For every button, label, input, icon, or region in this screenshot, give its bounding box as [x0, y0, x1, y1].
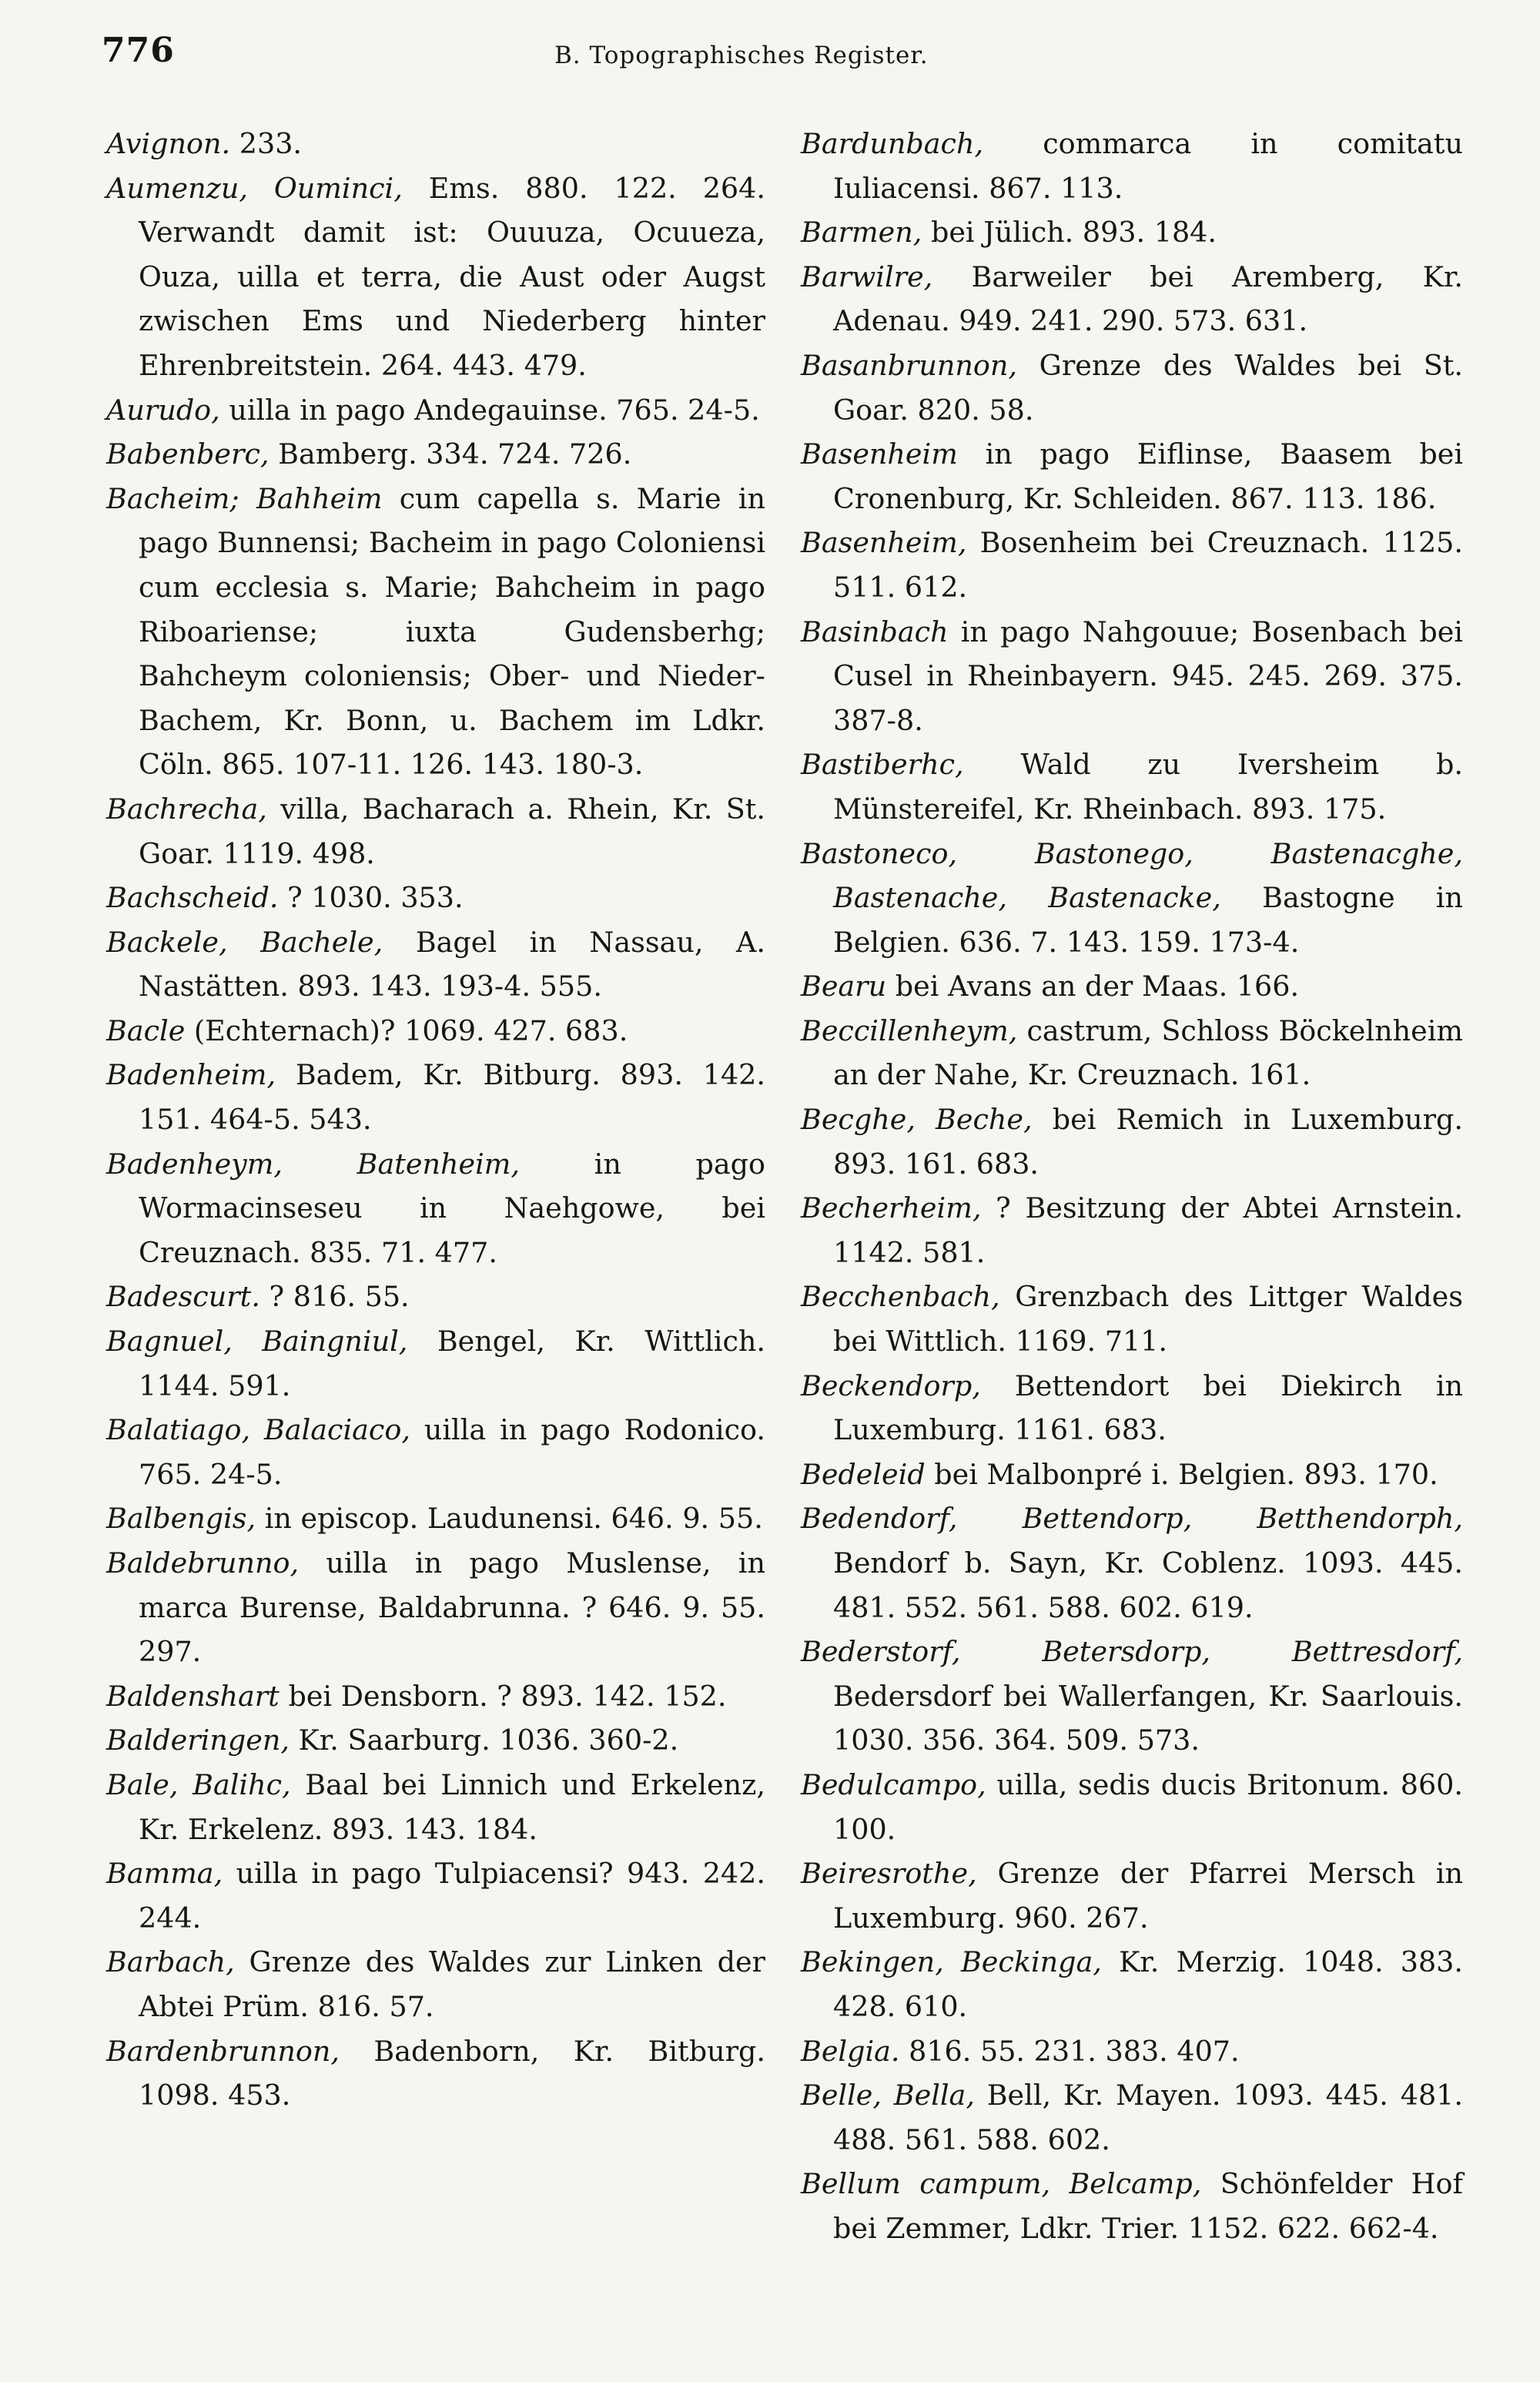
index-entry — [106, 1275, 765, 1319]
entry-text: (Echternach)? 1069. 427. 683. — [185, 1013, 628, 1047]
entry-text: cum capella s. Marie in pago Bunnensi; Bacheim in pago Coloniensi cum ecclesia s. Marie; Bahcheim in pago Riboariense; iuxta Gudensberhg; Bahcheym coloniensis; Ober- und Nieder-Bachem, Kr. Bonn, u. Bachem im Ldkr. Cöln. 865. 107-11. 126. 143. 180-3. — [139, 481, 765, 782]
index-entry — [801, 1364, 1463, 1452]
entry-text: uilla in pago Andegauinse. 765. 24-5. — [219, 393, 760, 427]
index-entry — [106, 1674, 765, 1719]
entry-headword: Bardunbach, — [801, 127, 984, 160]
entry-text: bei Avans an der Maas. 166. — [886, 970, 1300, 1003]
entry-headword: Baldenshart — [106, 1679, 280, 1713]
index-entry — [106, 166, 765, 388]
entry-text: Grenze des Waldes bei St. Goar. 820. 58. — [833, 348, 1463, 427]
index-entry — [106, 1053, 765, 1141]
entry-text: Bendorf b. Sayn, Kr. Coblenz. 1093. 445. 481. 552. 561. 588. 602. 619. — [833, 1546, 1463, 1624]
index-entry — [801, 832, 1463, 965]
index-entry — [801, 1452, 1463, 1497]
index-entry — [106, 1851, 765, 1940]
entry-text: Bedersdorf bei Wallerfangen, Kr. Saarlouis. 1030. 356. 364. 509. 573. — [833, 1679, 1463, 1757]
entry-headword: Bacle — [106, 1013, 186, 1047]
entry-text: uilla, sedis ducis Britonum. 860. 100. — [833, 1767, 1463, 1846]
entry-text: Ems. 880. 122. 264. Verwandt damit ist: Ouuuza, Ocuueza, Ouza, uilla et terra, die Aust oder Augst zwischen Ems und Niederberg hinter Ehrenbreitstein. 264. 443. 479. — [139, 171, 765, 382]
index-entry — [106, 1319, 765, 1408]
entry-headword: Bardenbrunnon, — [106, 2034, 340, 2068]
entry-text: Baal bei Linnich und Erkelenz, Kr. Erkelenz. 893. 143. 184. — [139, 1767, 766, 1846]
entry-text: uilla in pago Muslense, in marca Burense, Baldabrunna. ? 646. 9. 55. 297. — [139, 1546, 765, 1669]
entry-headword: Becherheim, — [801, 1191, 982, 1225]
index-entry — [106, 432, 765, 477]
index-entry — [106, 2029, 765, 2118]
entry-headword: Bale, Balihc, — [106, 1767, 291, 1801]
index-entry — [106, 876, 765, 920]
entry-text: villa, Bacharach a. Rhein, Kr. St. Goar. 1119. 498. — [139, 792, 765, 870]
index-entry — [106, 1009, 765, 1054]
index-entry — [106, 1408, 765, 1496]
entry-headword: Bastiberhc, — [801, 748, 964, 782]
entry-text: Grenze des Waldes zur Linken der Abtei Prüm. 816. 57. — [139, 1945, 765, 2023]
index-entry — [106, 787, 765, 876]
entry-headword: Bederstorf, Betersdorp, Bettresdorf, — [801, 1635, 1463, 1669]
entry-headword: Bedendorf, Bettendorp, Betthendorph, — [801, 1502, 1463, 1536]
entry-headword: Aurudo, — [106, 393, 220, 427]
entry-text: Kr. Merzig. 1048. 383. 428. 610. — [833, 1945, 1464, 2023]
index-entry — [106, 388, 765, 433]
entry-headword: Barwilre, — [801, 260, 933, 293]
index-entry — [106, 1940, 765, 2029]
index-entry — [801, 1763, 1463, 1851]
entry-text: Bengel, Kr. Wittlich. 1144. 591. — [139, 1325, 765, 1402]
index-entry — [801, 1630, 1463, 1763]
entry-headword: Badenheim, — [106, 1058, 276, 1092]
entry-headword: Baldebrunno, — [106, 1546, 300, 1580]
index-entry — [801, 343, 1463, 432]
entry-text: bei Malbonpré i. Belgien. 893. 170. — [925, 1457, 1438, 1491]
index-entry — [801, 1496, 1463, 1630]
index-entry — [801, 1009, 1463, 1097]
entry-headword: Badescurt. — [106, 1280, 260, 1314]
index-entry — [106, 1541, 765, 1674]
entry-text: castrum, Schloss Böckelnheim an der Nahe, Kr. Creuznach. 161. — [833, 1013, 1463, 1092]
index-entry — [801, 432, 1463, 521]
index-entry — [106, 1142, 765, 1275]
entry-headword: Babenberc, — [106, 437, 270, 471]
entry-headword: Barmen, — [801, 216, 922, 250]
entry-text: ? Besitzung der Abtei Arnstein. 1142. 581. — [833, 1191, 1463, 1269]
entry-text: 816. 55. 231. 383. 407. — [899, 2034, 1240, 2068]
entry-text: Wald zu Iversheim b. Münstereifel, Kr. Rheinbach. 893. 175. — [833, 748, 1463, 826]
index-entry — [801, 1097, 1463, 1186]
entry-text: in pago Nahgouue; Bosenbach bei Cusel in Rheinbayern. 945. 245. 269. 375. 387-8. — [833, 615, 1463, 737]
index-entry — [801, 2029, 1463, 2074]
index-entry — [106, 122, 765, 166]
entry-headword: Bastoneco, Bastonego, Bastenacghe, Bastenache, Bastenacke, — [801, 836, 1463, 915]
entry-headword: Bamma, — [106, 1857, 223, 1891]
entry-headword: Basanbrunnon, — [801, 348, 1018, 382]
index-entry — [801, 2162, 1463, 2250]
entry-text: in pago Wormacinseseu in Naehgowe, bei Creuznach. 835. 71. 477. — [139, 1147, 765, 1269]
left-column — [106, 122, 765, 2118]
index-entry — [801, 1940, 1463, 2029]
entry-text: uilla in pago Tulpiacensi? 943. 242. 244. — [139, 1857, 765, 1935]
index-entry — [801, 1275, 1463, 1363]
entry-headword: Basenheim, — [801, 526, 967, 560]
entry-text: Bell, Kr. Mayen. 1093. 445. 481. 488. 561. 588. 602. — [833, 2079, 1463, 2156]
page-number: 776 — [102, 31, 175, 70]
index-entry — [106, 477, 765, 787]
entry-text: Bamberg. 334. 724. 726. — [269, 437, 632, 471]
index-entry — [106, 1718, 765, 1763]
entry-headword: Avignon. — [106, 127, 231, 160]
entry-headword: Becchenbach, — [801, 1280, 1000, 1314]
entry-text: Bagel in Nassau, A. Nastätten. 893. 143. 193-4. 555. — [139, 925, 766, 1003]
entry-text: in episcop. Laudunensi. 646. 9. 55. — [256, 1502, 763, 1536]
entry-text: commarca in comitatu Iuliacensi. 867. 113. — [833, 127, 1463, 205]
entry-text: uilla in pago Rodonico. 765. 24-5. — [139, 1413, 765, 1491]
index-entry — [801, 964, 1463, 1009]
entry-headword: Bekingen, Beckinga, — [801, 1945, 1102, 1979]
entry-headword: Bachscheid. — [106, 881, 279, 915]
entry-headword: Becghe, Beche, — [801, 1103, 1033, 1137]
index-entry — [106, 1496, 765, 1541]
entry-headword: Bacheim; Bahheim — [106, 481, 383, 515]
entry-headword: Bedulcampo, — [801, 1767, 986, 1801]
index-entry — [801, 255, 1463, 343]
running-head: B. Topographisches Register. — [554, 42, 929, 69]
entry-headword: Basinbach — [801, 615, 949, 648]
entry-text: Barweiler bei Aremberg, Kr. Adenau. 949. 241. 290. 573. 631. — [833, 260, 1463, 338]
entry-text: Grenze der Pfarrei Mersch in Luxemburg. 960. 267. — [833, 1857, 1463, 1935]
entry-headword: Backele, Bachele, — [106, 925, 383, 959]
entry-headword: Balatiago, Balaciaco, — [106, 1413, 410, 1447]
index-entry — [801, 2073, 1463, 2162]
index-entry — [801, 521, 1463, 609]
entry-headword: Belle, Bella, — [801, 2079, 975, 2112]
entry-text: Badenborn, Kr. Bitburg. 1098. 453. — [139, 2034, 765, 2112]
index-entry — [801, 1851, 1463, 1940]
entry-headword: Bachrecha, — [106, 792, 267, 826]
entry-text: Schönfelder Hof bei Zemmer, Ldkr. Trier. 1152. 622. 662-4. — [833, 2167, 1463, 2245]
entry-text: in pago Eiflinse, Baasem bei Cronenburg, Kr. Schleiden. 867. 113. 186. — [833, 437, 1463, 515]
entry-headword: Belgia. — [801, 2034, 900, 2068]
index-entry — [801, 122, 1463, 210]
entry-text: Kr. Saarburg. 1036. 360-2. — [289, 1724, 679, 1757]
entry-headword: Balbengis, — [106, 1502, 256, 1536]
entry-headword: Beiresrothe, — [801, 1857, 977, 1891]
entry-text: Bosenheim bei Creuznach. 1125. 511. 612. — [833, 526, 1463, 604]
entry-headword: Aumenzu, Ouminci, — [106, 171, 403, 205]
entry-text: Bettendort bei Diekirch in Luxemburg. 1161. 683. — [833, 1369, 1463, 1447]
entry-headword: Beckendorp, — [801, 1369, 981, 1402]
entry-text: bei Jülich. 893. 184. — [922, 216, 1217, 250]
entry-text: Badem, Kr. Bitburg. 893. 142. 151. 464-5. 543. — [139, 1058, 765, 1137]
entry-text: Bastogne in Belgien. 636. 7. 143. 159. 173-4. — [833, 881, 1463, 959]
entry-text: bei Densborn. ? 893. 142. 152. — [279, 1679, 727, 1713]
entry-text: 233. — [230, 127, 303, 160]
right-column — [801, 122, 1463, 2251]
entry-headword: Bellum campum, Belcamp, — [801, 2167, 1202, 2201]
index-entry — [106, 920, 765, 1009]
entry-headword: Beccillenheym, — [801, 1013, 1018, 1047]
entry-headword: Balderingen, — [106, 1724, 290, 1757]
entry-headword: Bagnuel, Baingniul, — [106, 1325, 408, 1359]
entry-text: bei Remich in Luxemburg. 893. 161. 683. — [833, 1103, 1463, 1181]
index-entry — [801, 1186, 1463, 1275]
index-entry — [801, 610, 1463, 743]
entry-headword: Barbach, — [106, 1945, 235, 1979]
entry-text: Grenzbach des Littger Waldes bei Wittlich. 1169. 711. — [833, 1280, 1463, 1359]
index-entry — [801, 210, 1463, 255]
entry-text: ? 816. 55. — [259, 1280, 410, 1314]
entry-headword: Bedeleid — [801, 1457, 926, 1491]
index-entry — [801, 742, 1463, 831]
index-entry — [106, 1763, 765, 1851]
entry-headword: Bearu — [801, 970, 887, 1003]
entry-text: ? 1030. 353. — [278, 881, 464, 915]
entry-headword: Basenheim — [801, 437, 958, 471]
entry-headword: Badenheym, Batenheim, — [106, 1147, 521, 1181]
